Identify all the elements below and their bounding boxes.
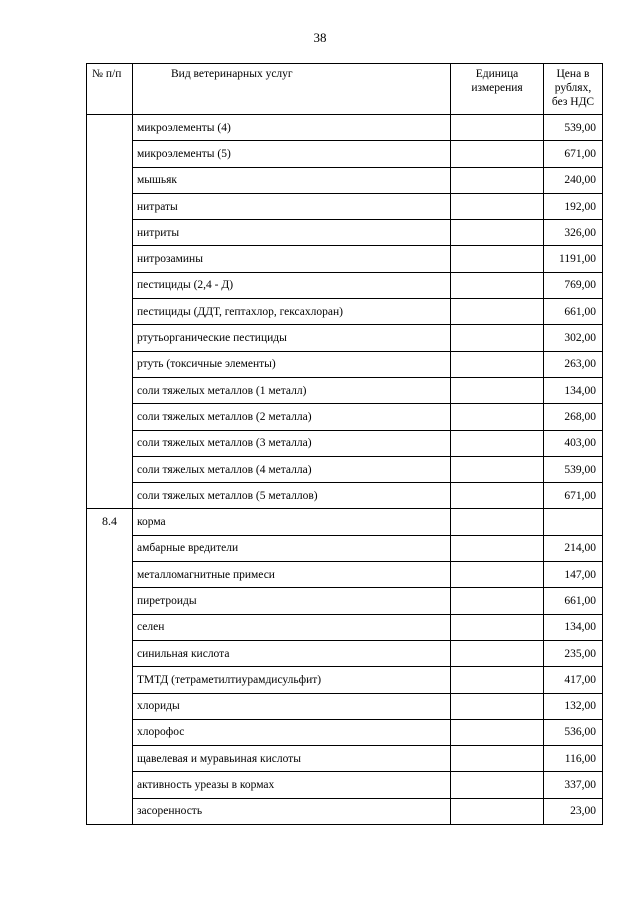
- cell-unit: [451, 562, 544, 588]
- cell-num: [87, 167, 133, 193]
- cell-price: 268,00: [544, 404, 603, 430]
- table-row: [87, 667, 603, 693]
- cell-num: [87, 483, 133, 509]
- table-row: [87, 640, 603, 666]
- cell-num: [87, 614, 133, 640]
- cell-num: [87, 351, 133, 377]
- cell-price: 134,00: [544, 614, 603, 640]
- cell-unit: [451, 456, 544, 482]
- cell-name: пиретроиды: [133, 588, 451, 614]
- table-row: [87, 798, 603, 824]
- table-row: [87, 220, 603, 246]
- cell-name: активность уреазы в кормах: [133, 772, 451, 798]
- cell-num: [87, 325, 133, 351]
- cell-price: 235,00: [544, 640, 603, 666]
- cell-price: 23,00: [544, 798, 603, 824]
- cell-unit: [451, 404, 544, 430]
- cell-price: 326,00: [544, 220, 603, 246]
- cell-num: [87, 667, 133, 693]
- cell-price: 417,00: [544, 667, 603, 693]
- table-row: [87, 430, 603, 456]
- cell-name: нитриты: [133, 220, 451, 246]
- cell-unit: [451, 614, 544, 640]
- cell-num: [87, 746, 133, 772]
- cell-unit: [451, 693, 544, 719]
- header-name: Вид ветеринарных услуг: [133, 64, 451, 115]
- cell-num: 8.4: [87, 509, 133, 535]
- cell-price: 147,00: [544, 562, 603, 588]
- cell-unit: [451, 167, 544, 193]
- cell-num: [87, 535, 133, 561]
- cell-price: 337,00: [544, 772, 603, 798]
- cell-name: микроэлементы (4): [133, 115, 451, 141]
- cell-num: [87, 115, 133, 141]
- cell-num: [87, 588, 133, 614]
- table-row: [87, 404, 603, 430]
- cell-name: хлорофос: [133, 719, 451, 745]
- cell-price: 539,00: [544, 456, 603, 482]
- cell-name: нитрозамины: [133, 246, 451, 272]
- cell-num: [87, 640, 133, 666]
- cell-price: 671,00: [544, 483, 603, 509]
- table-body: [87, 115, 603, 825]
- cell-unit: [451, 430, 544, 456]
- cell-name: ТМТД (тетраметилтиурамдисульфит): [133, 667, 451, 693]
- cell-name: микроэлементы (5): [133, 141, 451, 167]
- cell-unit: [451, 141, 544, 167]
- table-row: [87, 377, 603, 403]
- table-row: [87, 483, 603, 509]
- page-number: 38: [313, 30, 327, 45]
- cell-num: [87, 562, 133, 588]
- cell-name: хлориды: [133, 693, 451, 719]
- cell-num: [87, 772, 133, 798]
- cell-unit: [451, 588, 544, 614]
- cell-num: [87, 719, 133, 745]
- cell-name: пестициды (ДДТ, гептахлор, гексахлоран): [133, 299, 451, 325]
- cell-unit: [451, 351, 544, 377]
- cell-unit: [451, 746, 544, 772]
- cell-num: [87, 404, 133, 430]
- header-num: № п/п: [87, 64, 133, 115]
- table-row: [87, 246, 603, 272]
- cell-name: синильная кислота: [133, 640, 451, 666]
- cell-unit: [451, 798, 544, 824]
- table-row: [87, 456, 603, 482]
- cell-unit: [451, 220, 544, 246]
- cell-name: ртуть (токсичные элементы): [133, 351, 451, 377]
- cell-price: 661,00: [544, 588, 603, 614]
- cell-name: металломагнитные примеси: [133, 562, 451, 588]
- cell-unit: [451, 719, 544, 745]
- cell-unit: [451, 325, 544, 351]
- cell-num: [87, 456, 133, 482]
- cell-price: 214,00: [544, 535, 603, 561]
- header-unit: Единица измерения: [451, 64, 544, 115]
- table-row: [87, 614, 603, 640]
- table-row: [87, 535, 603, 561]
- cell-price: 116,00: [544, 746, 603, 772]
- cell-unit: [451, 115, 544, 141]
- cell-unit: [451, 772, 544, 798]
- cell-price: 769,00: [544, 272, 603, 298]
- cell-unit: [451, 483, 544, 509]
- table-row: [87, 772, 603, 798]
- cell-name: соли тяжелых металлов (4 металла): [133, 456, 451, 482]
- cell-num: [87, 299, 133, 325]
- cell-price: 132,00: [544, 693, 603, 719]
- table-header-row: [87, 64, 603, 115]
- cell-price: 536,00: [544, 719, 603, 745]
- cell-name: селен: [133, 614, 451, 640]
- cell-price: 403,00: [544, 430, 603, 456]
- cell-name: соли тяжелых металлов (5 металлов): [133, 483, 451, 509]
- table-row: [87, 167, 603, 193]
- table-row: [87, 272, 603, 298]
- cell-price: 539,00: [544, 115, 603, 141]
- cell-name: корма: [133, 509, 451, 535]
- cell-num: [87, 430, 133, 456]
- cell-num: [87, 798, 133, 824]
- table-row: [87, 562, 603, 588]
- table-row: [87, 746, 603, 772]
- table-row: [87, 325, 603, 351]
- table-row: [87, 141, 603, 167]
- cell-name: засоренность: [133, 798, 451, 824]
- cell-name: соли тяжелых металлов (3 металла): [133, 430, 451, 456]
- cell-name: соли тяжелых металлов (1 металл): [133, 377, 451, 403]
- cell-unit: [451, 193, 544, 219]
- cell-price: 1191,00: [544, 246, 603, 272]
- cell-unit: [451, 535, 544, 561]
- table-row: [87, 509, 603, 535]
- table-row: [87, 693, 603, 719]
- cell-name: амбарные вредители: [133, 535, 451, 561]
- table-row: [87, 588, 603, 614]
- cell-num: [87, 272, 133, 298]
- cell-unit: [451, 299, 544, 325]
- table-row: [87, 299, 603, 325]
- cell-num: [87, 220, 133, 246]
- cell-name: щавелевая и муравьиная кислоты: [133, 746, 451, 772]
- cell-num: [87, 193, 133, 219]
- cell-num: [87, 693, 133, 719]
- cell-unit: [451, 377, 544, 403]
- cell-unit: [451, 667, 544, 693]
- table-row: [87, 115, 603, 141]
- cell-price: 671,00: [544, 141, 603, 167]
- cell-name: соли тяжелых металлов (2 металла): [133, 404, 451, 430]
- table-row: [87, 351, 603, 377]
- cell-price: 240,00: [544, 167, 603, 193]
- cell-unit: [451, 272, 544, 298]
- cell-num: [87, 377, 133, 403]
- price-table: [86, 63, 603, 825]
- header-price: Цена в рублях, без НДС: [544, 64, 603, 115]
- cell-price: [544, 509, 603, 535]
- cell-unit: [451, 246, 544, 272]
- cell-price: 661,00: [544, 299, 603, 325]
- cell-name: нитраты: [133, 193, 451, 219]
- cell-price: 302,00: [544, 325, 603, 351]
- cell-price: 192,00: [544, 193, 603, 219]
- cell-num: [87, 141, 133, 167]
- cell-price: 263,00: [544, 351, 603, 377]
- cell-name: мышьяк: [133, 167, 451, 193]
- table-row: [87, 193, 603, 219]
- cell-num: [87, 246, 133, 272]
- cell-name: ртутьорганические пестициды: [133, 325, 451, 351]
- table-row: [87, 719, 603, 745]
- cell-unit: [451, 640, 544, 666]
- cell-unit: [451, 509, 544, 535]
- cell-name: пестициды (2,4 - Д): [133, 272, 451, 298]
- cell-price: 134,00: [544, 377, 603, 403]
